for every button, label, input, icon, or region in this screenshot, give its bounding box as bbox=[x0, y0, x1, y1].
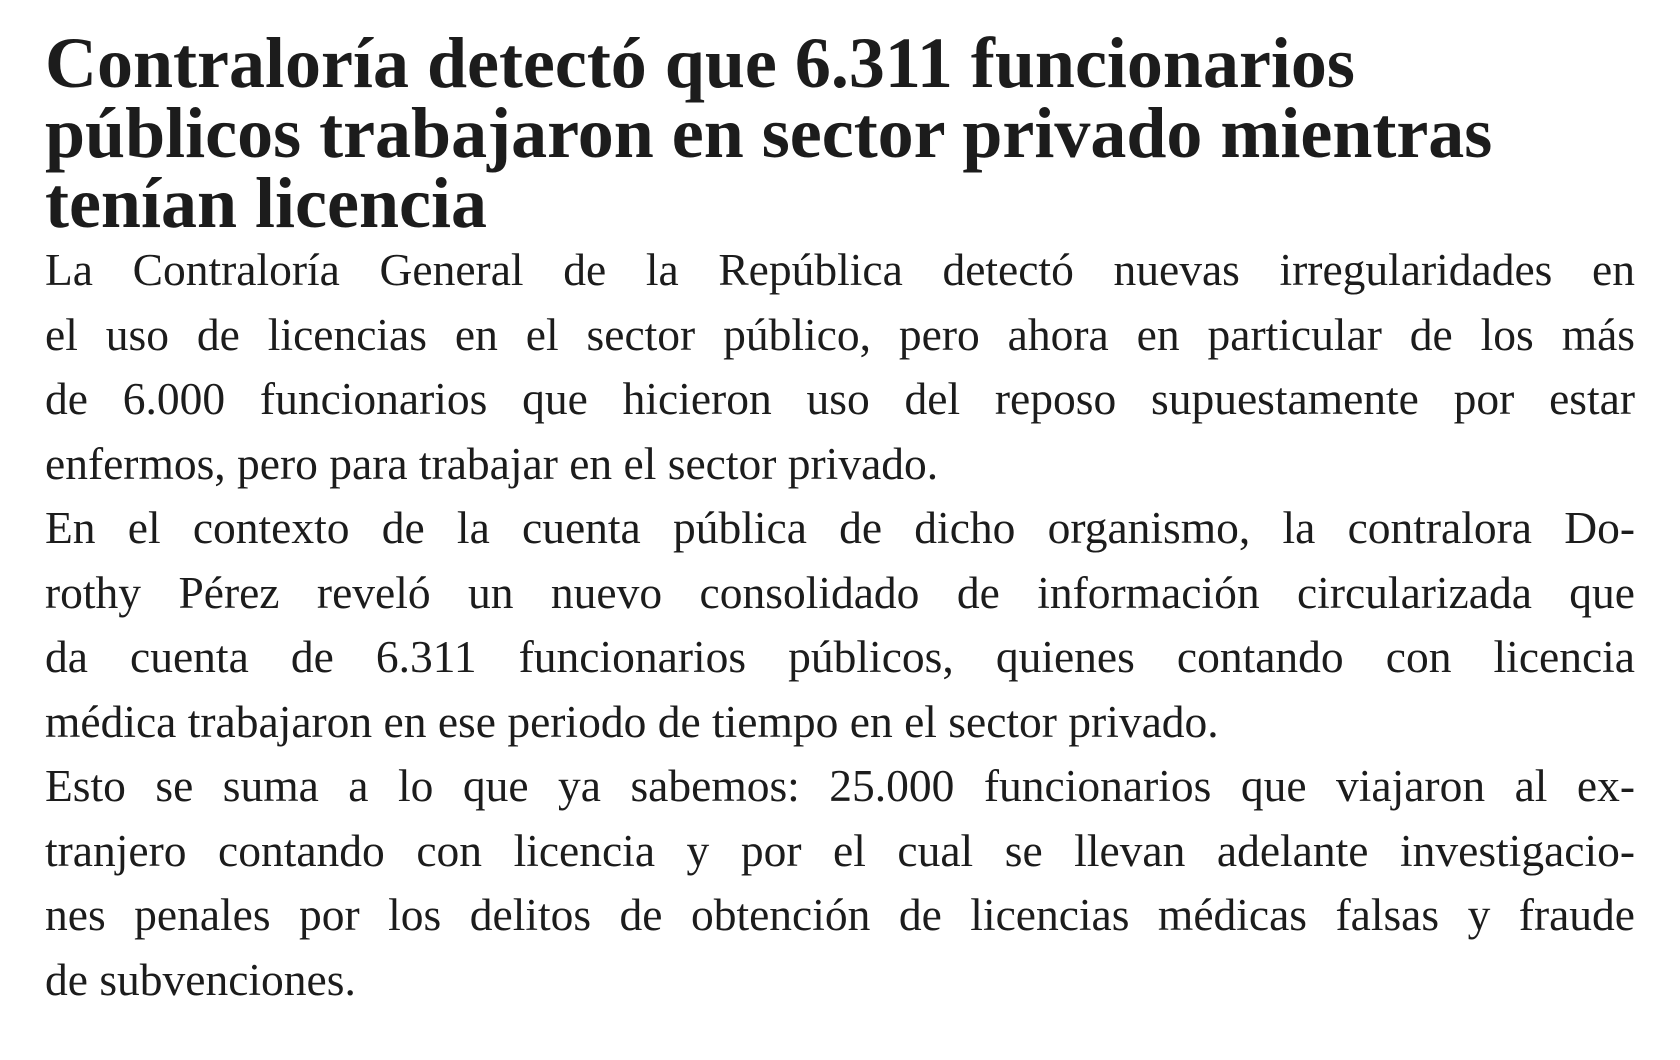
body-line: La Contraloría General de la República detectó nuevas irregularidades en bbox=[45, 244, 1635, 295]
article-body bbox=[45, 238, 1635, 1012]
headline-line: tenían licencia bbox=[45, 163, 487, 243]
body-line: médica trabajaron en ese periodo de tiempo en el sector privado. bbox=[45, 695, 1219, 747]
body-line: Esto se suma a lo que ya sabemos: 25.000 funcionarios que viajaron al ex- bbox=[45, 760, 1635, 811]
news-article bbox=[45, 23, 1635, 1012]
headline-line: públicos trabajaron en sector privado mientras bbox=[45, 93, 1493, 173]
body-line: de subvenciones. bbox=[45, 953, 356, 1005]
body-line: enfermos, pero para trabajar en el sector privado. bbox=[45, 437, 939, 489]
body-line: nes penales por los delitos de obtención de licencias médicas falsas y fraude bbox=[45, 889, 1635, 940]
body-line: rothy Pérez reveló un nuevo consolidado de información circularizada que bbox=[45, 566, 1635, 618]
headline bbox=[45, 23, 1635, 243]
body-line: da cuenta de 6.311 funcionarios públicos, quienes contando con licencia bbox=[45, 631, 1635, 682]
headline-line: Contraloría detectó que 6.311 funcionarios bbox=[45, 23, 1355, 103]
paragraph-3 bbox=[45, 754, 1635, 1012]
body-line: el uso de licencias en el sector público, pero ahora en particular de los más bbox=[45, 308, 1635, 360]
paragraph-2 bbox=[45, 496, 1635, 754]
body-line: de 6.000 funcionarios que hicieron uso del reposo supuestamente por estar bbox=[45, 373, 1635, 424]
body-line: En el contexto de la cuenta pública de dicho organismo, la contralora Do- bbox=[45, 502, 1635, 553]
paragraph-1 bbox=[45, 238, 1635, 496]
body-line: tranjero contando con licencia y por el cual se llevan adelante investigacio- bbox=[45, 824, 1635, 876]
